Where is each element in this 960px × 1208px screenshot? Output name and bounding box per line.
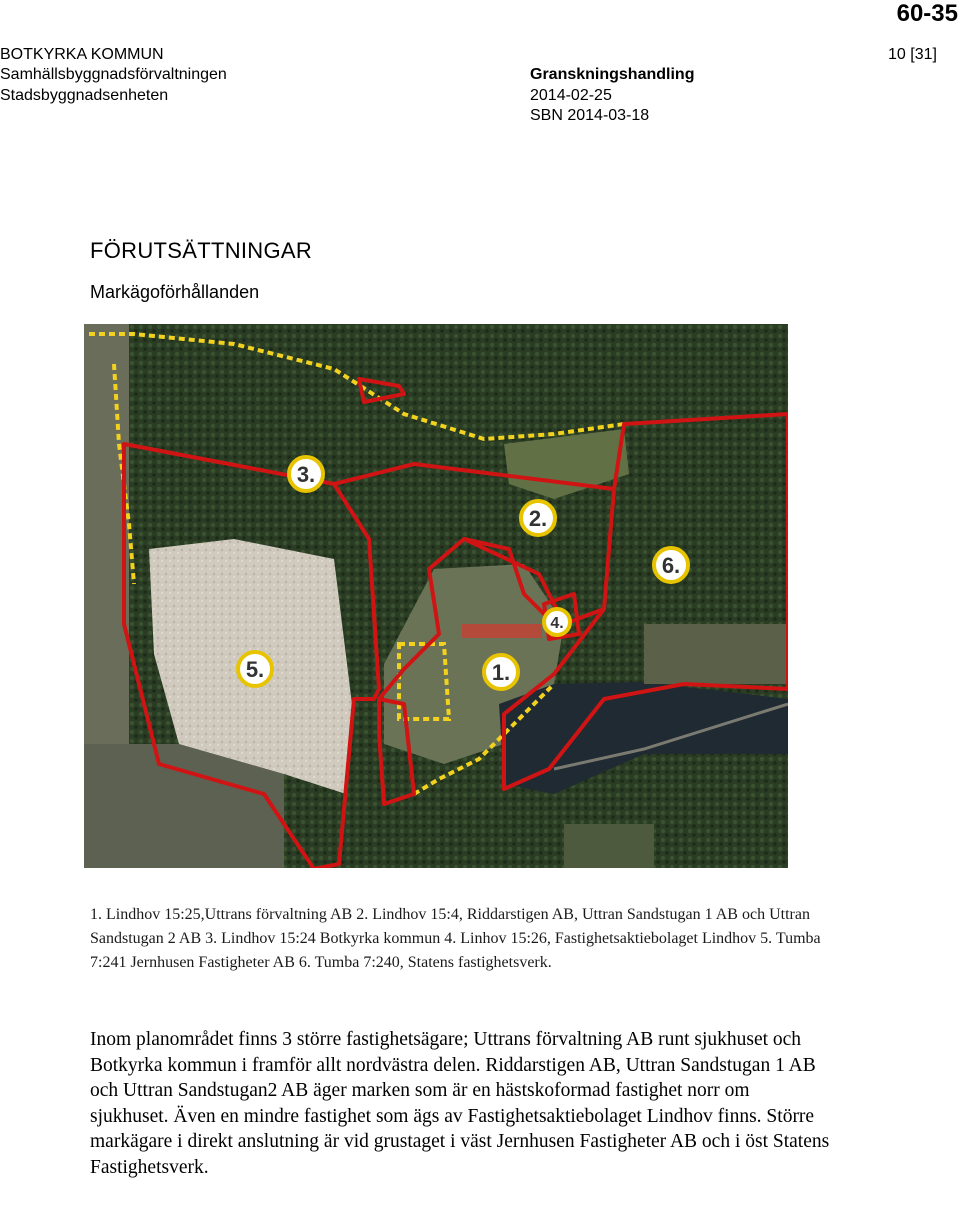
map-caption: 1. Lindhov 15:25,Uttrans förvaltning AB 2. Lindhov 15:4, Riddarstigen AB, Uttran Sandstugan 1 AB och Uttran Sandstugan 2 AB 3. Lindhov 15:24 Botkyrka kommun 4. Linhov 15:26, Fastighetsaktiebolaget Lindhov 5. Tumba 7:241 Jernhusen Fastigheter AB 6. Tumba 7:240, Statens fastighetsverk.: [90, 906, 821, 971]
section-title: FÖRUTSÄTTNINGAR: [90, 238, 313, 263]
section-subtitle: Markägoförhållanden: [90, 282, 260, 302]
sbn-date: SBN 2014-03-18: [530, 107, 650, 124]
svg-text:5.: 5.: [245, 657, 265, 682]
svg-text:2.: 2.: [528, 506, 548, 531]
south-field: [564, 824, 654, 868]
doc-status: Granskningshandling: [530, 66, 695, 83]
svg-text:1.: 1.: [491, 660, 511, 685]
property-map: [84, 324, 788, 868]
svg-text:4.: 4.: [550, 615, 564, 632]
page-code: 60-35: [896, 0, 958, 27]
marker-3: [289, 457, 323, 491]
page-number: 10 [31]: [888, 46, 937, 63]
marker-4: [544, 609, 570, 635]
department-name: Samhällsbyggnadsförvaltningen: [0, 66, 227, 83]
hospital-building: [462, 624, 542, 638]
svg-text:6.: 6.: [661, 553, 681, 578]
doc-date: 2014-02-25: [530, 87, 612, 104]
body-paragraph: Inom planområdet finns 3 större fastighetsägare; Uttrans förvaltning AB runt sjukhuset och Botkyrka kommun i framför allt nordvästra delen. Riddarstigen AB, Uttran Sandstugan 1 AB och Uttran Sandstugan2 AB äger marken som är en hästskoformad fastighet norr om sjukhuset. Även en mindre fastighet som ägs av Fastighetsaktiebolaget Lindhov finns. Större markägare i direkt anslutning är vid grustaget i väst Jernhusen Fastigheter AB och i öst Statens Fastighetsverk.: [90, 1029, 830, 1178]
marker-5: [238, 652, 272, 686]
marker-2: [521, 501, 555, 535]
marker-6: [654, 548, 688, 582]
marker-1: [484, 655, 518, 689]
org-name: BOTKYRKA KOMMUN: [0, 46, 164, 63]
east-settlement: [644, 624, 788, 684]
aerial-map-svg: [84, 324, 788, 868]
svg-text:3.: 3.: [296, 462, 316, 487]
unit-name: Stadsbyggnadsenheten: [0, 87, 169, 104]
